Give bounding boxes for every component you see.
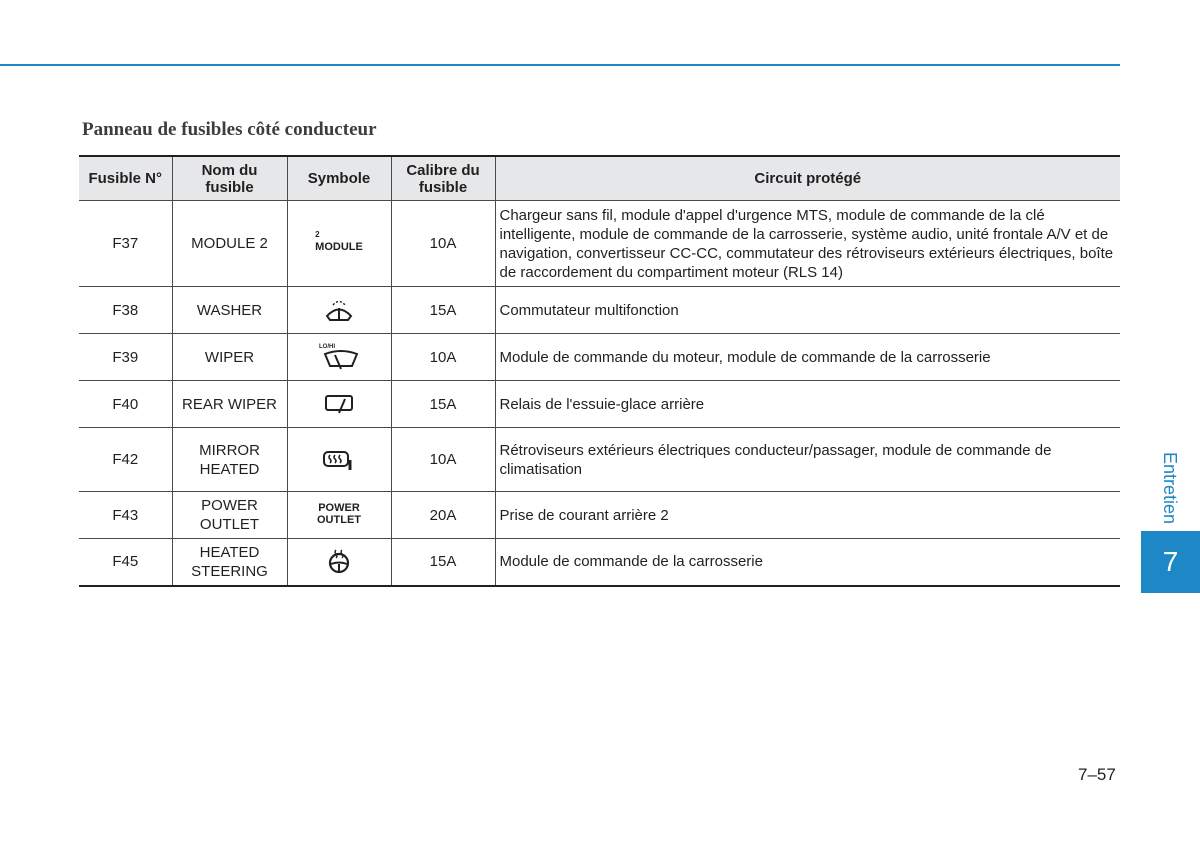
header-fuse-number: Fusible N° (79, 156, 172, 201)
chapter-side-label: Entretien (1160, 452, 1180, 525)
power-outlet-line-2: OUTLET (317, 514, 361, 526)
table-row (79, 334, 1120, 381)
header-circuit: Circuit protégé (495, 156, 1120, 201)
power-outlet-line-1: POWER (318, 502, 360, 514)
fuse-rating: 10A (391, 201, 495, 287)
top-rule (0, 64, 1120, 66)
fuse-number: F40 (79, 381, 172, 428)
fuse-rating: 10A (391, 428, 495, 492)
module-symbol-text: MODULE (315, 240, 363, 253)
fuse-rating: 15A (391, 539, 495, 586)
fuse-number: F38 (79, 287, 172, 334)
fuse-circuit: Prise de courant arrière 2 (495, 492, 1120, 539)
mirror-heated-icon (322, 448, 356, 472)
fuse-symbol (287, 201, 391, 287)
wiper-lo-hi-label: LO/HI (319, 344, 335, 350)
fuse-number: F39 (79, 334, 172, 381)
washer-icon (324, 297, 354, 323)
fuse-circuit: Commutateur multifonction (495, 287, 1120, 334)
fuse-name (172, 492, 287, 539)
wiper-lo-hi-icon (319, 342, 359, 372)
module-2-text-symbol (315, 231, 363, 257)
fuse-circuit: Module de commande du moteur, module de commande de la carrosserie (495, 334, 1120, 381)
fuse-symbol (287, 334, 391, 381)
fuse-name: HEATED STEERING (172, 539, 287, 586)
table-row (79, 539, 1120, 586)
table-header-row (79, 156, 1120, 201)
rear-wiper-icon (324, 393, 354, 415)
table-row (79, 201, 1120, 287)
fuse-number: F43 (79, 492, 172, 539)
fuse-circuit: Module de commande de la carrosserie (495, 539, 1120, 586)
fuse-rating: 20A (391, 492, 495, 539)
fuse-number: F42 (79, 428, 172, 492)
page-number: 7–57 (1078, 765, 1116, 784)
power-outlet-text-symbol (317, 502, 361, 526)
fuse-name: WASHER (172, 287, 287, 334)
fuse-name-text: POWER OUTLET (199, 497, 260, 533)
fuse-name: MIRROR HEATED (172, 428, 287, 492)
header-symbol: Symbole (287, 156, 391, 201)
table-row (79, 381, 1120, 428)
fuse-number: F45 (79, 539, 172, 586)
fuse-table (79, 155, 1120, 587)
fuse-symbol (287, 287, 391, 334)
fuse-name: MODULE 2 (172, 201, 287, 287)
fuse-name: REAR WIPER (172, 381, 287, 428)
fuse-rating: 15A (391, 287, 495, 334)
table-row (79, 428, 1120, 492)
module-superscript: 2 (315, 229, 320, 239)
section-title: Panneau de fusibles côté conducteur (82, 119, 377, 140)
fuse-name: WIPER (172, 334, 287, 381)
header-rating: Calibre du fusible (391, 156, 495, 201)
fuse-rating: 10A (391, 334, 495, 381)
heated-steering-icon (326, 549, 352, 575)
fuse-symbol (287, 539, 391, 586)
fuse-circuit: Chargeur sans fil, module d'appel d'urgence MTS, module de commande de la clé intelligente, module de commande de la carrosserie, système audio, unité frontale A/V et de navigation, convertisseur CC-CC, commutateur des rétroviseurs extérieurs électriques, boîte de raccordement du compartiment moteur (RLS 14) (495, 201, 1120, 287)
table-row (79, 287, 1120, 334)
fuse-rating: 15A (391, 381, 495, 428)
chapter-tab: 7 (1141, 531, 1200, 593)
fuse-number: F37 (79, 201, 172, 287)
table-row (79, 492, 1120, 539)
fuse-circuit: Rétroviseurs extérieurs électriques conducteur/passager, module de commande de climatisation (495, 428, 1120, 492)
fuse-symbol (287, 492, 391, 539)
fuse-symbol (287, 428, 391, 492)
fuse-circuit: Relais de l'essuie-glace arrière (495, 381, 1120, 428)
fuse-symbol (287, 381, 391, 428)
header-fuse-name: Nom du fusible (172, 156, 287, 201)
